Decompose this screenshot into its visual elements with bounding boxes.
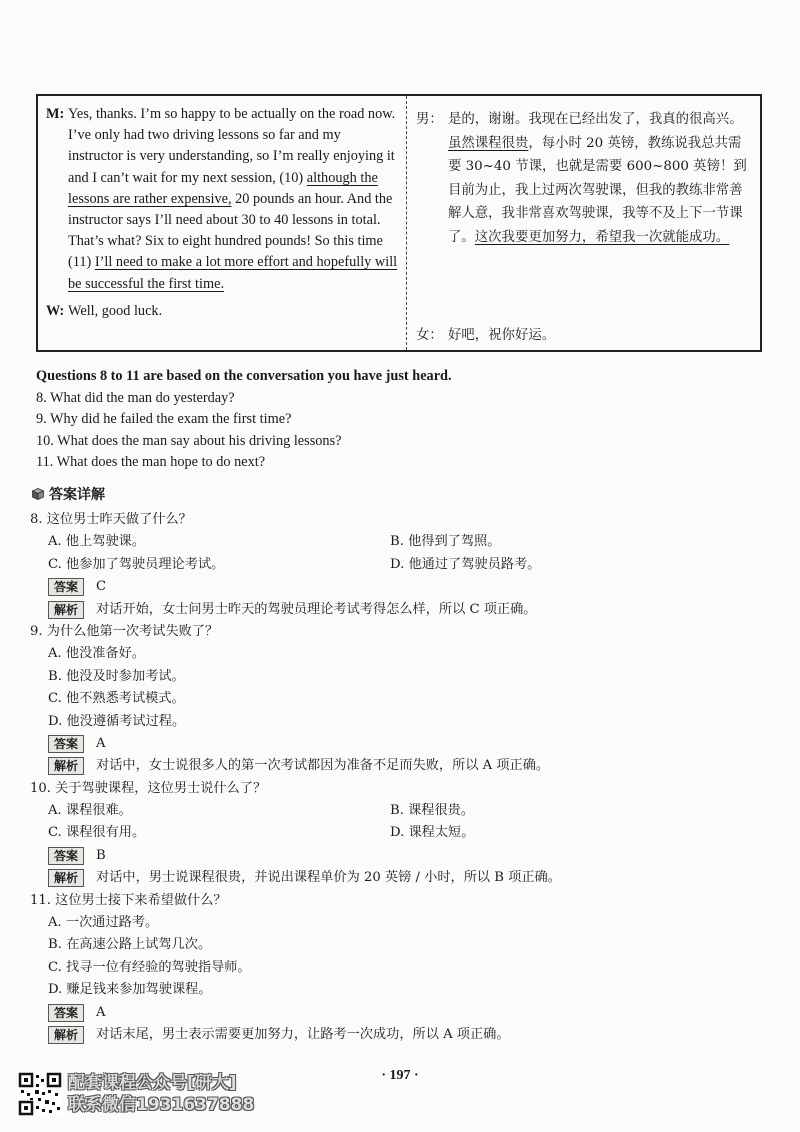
analysis-line: [30, 867, 770, 889]
answers-heading: [32, 484, 105, 504]
options-row: [30, 800, 770, 822]
question-item: 9. Why did he failed the exam the first time?: [36, 411, 292, 427]
speaker-w-zh: 女：: [416, 328, 443, 343]
analysis-text: 对话中，男士说课程很贵，并说出课程单价为 20 英镑 / 小时，所以 B 项正确。: [96, 870, 561, 886]
question-item: 11. What does the man hope to do next?: [36, 454, 266, 470]
answer-question-10: 10. 关于驾驶课程，这位男士说什么了？: [30, 780, 267, 796]
option-b: B. 在高速公路上试驾几次。: [48, 937, 212, 953]
answer-line: [30, 576, 770, 598]
analysis-tag: 解析: [48, 601, 84, 619]
analysis-text: 对话中，女士说很多人的第一次考试都因为准备不足而失败，所以 A 项正确。: [96, 758, 550, 774]
english-transcript: [46, 104, 398, 322]
analysis-text: 对话开始，女士问男士昨天的驾驶员理论考试考得怎么样，所以 C 项正确。: [96, 601, 537, 617]
speaker-m-zh: 男：: [416, 112, 443, 127]
answers-title: 答案详解: [49, 487, 105, 503]
promo-line-2: 联系微信1931637888: [68, 1095, 255, 1115]
analysis-line: [30, 599, 770, 621]
woman-turn-en: [46, 301, 398, 322]
answer-value: A: [96, 1004, 106, 1020]
answer-question-11: 11. 这位男士接下来希望做什么？: [30, 892, 227, 908]
page-number: · 197 ·: [381, 1068, 419, 1083]
answer-value: B: [96, 847, 106, 863]
man-turn-zh: [416, 108, 754, 249]
chinese-transcript: [416, 108, 754, 343]
analysis-text: 对话末尾，男士表示需要更加努力，让路考一次成功，所以 A 项正确。: [96, 1026, 510, 1042]
analysis-tag: 解析: [48, 1026, 84, 1044]
option-a: A. 他没准备好。: [48, 646, 146, 662]
option-c: C. 他不熟悉考试模式。: [48, 691, 185, 707]
answer-tag: 答案: [48, 1004, 84, 1022]
analysis-tag: 解析: [48, 757, 84, 775]
options-row: [30, 554, 770, 576]
option-c: C. 课程很有用。: [48, 825, 146, 841]
question-item: 8. What did the man do yesterday?: [36, 389, 235, 406]
options-row: [30, 531, 770, 553]
answer-question-8: 8. 这位男士昨天做了什么？: [30, 512, 192, 527]
answer-line: [30, 1002, 770, 1024]
woman-turn-zh: [416, 324, 555, 348]
answer-line: [30, 845, 770, 867]
answer-tag: 答案: [48, 847, 84, 865]
answer-question-9: 9. 为什么他第一次考试失败了？: [30, 623, 219, 639]
option-c: C. 找寻一位有经验的驾驶指导师。: [48, 959, 251, 975]
option-d: D. 赚足钱来参加驾驶课程。: [48, 982, 212, 998]
option-a: A. 课程很难。: [48, 803, 132, 819]
options-row: [30, 822, 770, 844]
option-c: C. 他参加了驾驶员理论考试。: [48, 556, 225, 572]
answer-value: C: [96, 579, 107, 595]
transcript-box: [36, 94, 762, 352]
question-item: 10. What does the man say about his driving lessons?: [36, 432, 342, 449]
analysis-line: [30, 1024, 770, 1046]
underlined-answer-11: I’ll need to make a lot more effort and hopefully will be successful the first time.: [68, 254, 398, 292]
man-turn-en: [46, 104, 398, 295]
option-d: D. 他通过了驾驶员路考。: [390, 556, 541, 572]
answer-tag: 答案: [48, 735, 84, 753]
answer-line: [30, 733, 770, 755]
analysis-tag: 解析: [48, 869, 84, 887]
column-divider: [406, 96, 407, 350]
speaker-m: M:: [46, 106, 65, 122]
answer-value: A: [96, 735, 106, 751]
underlined-zh-1: 虽然课程很贵: [448, 135, 529, 151]
questions-heading: Questions 8 to 11 are based on the conversation you have just heard.: [36, 368, 452, 384]
analysis-line: [30, 755, 770, 777]
option-b: B. 课程很贵。: [390, 803, 475, 819]
underlined-answer-10: although the lessons are rather expensive,: [68, 169, 378, 207]
underlined-zh-2: 这次我要更加努力，希望我一次就能成功。: [474, 229, 730, 245]
option-d: D. 他没遵循考试过程。: [48, 713, 186, 729]
option-a: A. 他上驾驶课。: [48, 534, 146, 550]
cube-icon: [32, 488, 44, 500]
woman-text-zh: 好吧，祝你好运。: [448, 328, 556, 343]
speaker-w: W:: [46, 302, 65, 319]
answer-tag: 答案: [48, 578, 84, 596]
man-text-en: Yes, thanks. I’m so happy to be actually on the road now. I’ve only had two driving lessons so far and my instructor is very understanding, so I’m really enjoying it and I can’t wait for my next session, (10) although the lessons are rather expensive, 20 pounds an hour. And the instructor says I’ll need about 30 to 40 lessons in total. That’s what? Six to eight hundred pounds! So this time (11) I’ll need to make a lot more effort and hopefully will be successful the first time.: [68, 106, 398, 292]
questions-section: [36, 366, 766, 474]
option-b: B. 他得到了驾照。: [390, 534, 501, 550]
man-text-zh: 是的，谢谢。我现在已经出发了，我真的很高兴。虽然课程很贵，每小时 20 英镑，教练说我总共需要 30~40 节课，也就是需要 600~800 英镑！到目前为止，我上过两次驾驶课，但我的教练非常善解人意，我非常喜欢驾驶课，我等不及上下一节课了。这次我要更加努力，希望我一次就能成功。: [448, 112, 747, 245]
promo-line-1: 配套课程公众号[研大]: [68, 1073, 237, 1093]
option-d: D. 课程太短。: [390, 825, 475, 841]
option-b: B. 他没及时参加考试。: [48, 668, 185, 684]
option-a: A. 一次通过路考。: [48, 915, 159, 931]
answers-body: [30, 509, 770, 1046]
woman-text-en: Well, good luck.: [68, 302, 163, 319]
